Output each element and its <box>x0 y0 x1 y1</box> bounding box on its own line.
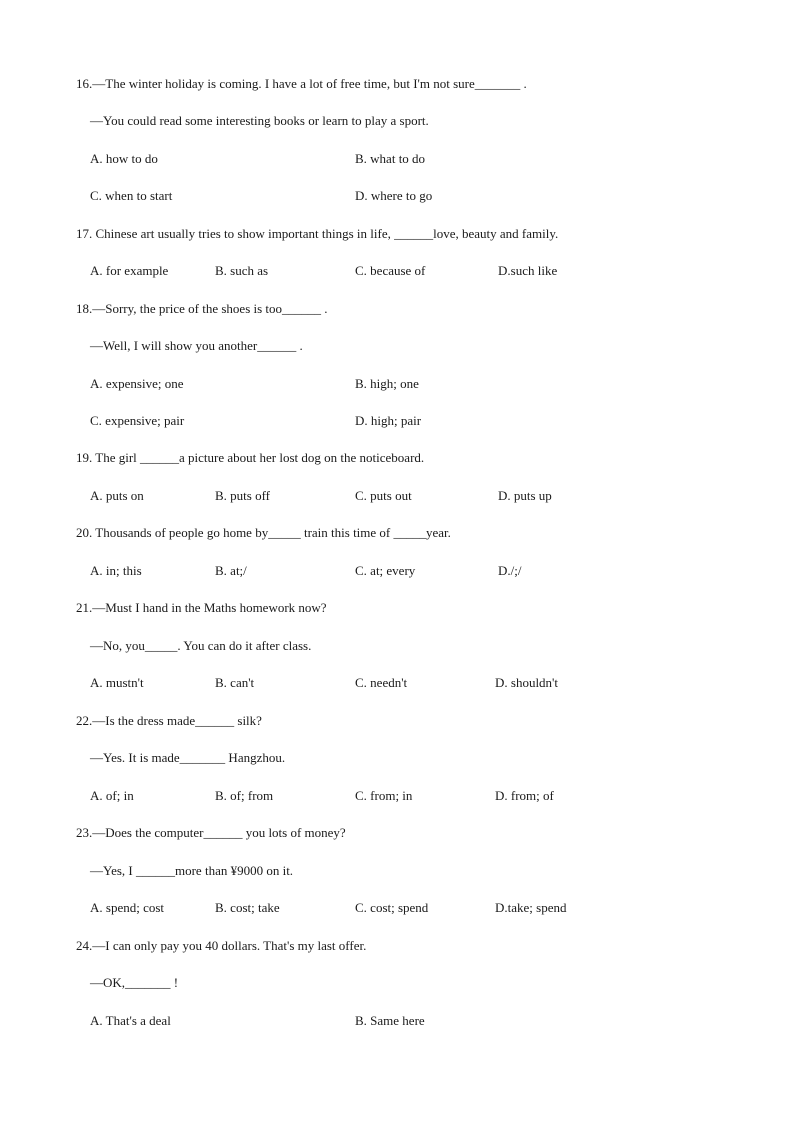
question-24-reply: —OK,_______ ! <box>90 975 179 990</box>
question-24-option-b: B. Same here <box>355 1013 425 1028</box>
question-19-option-d: D. puts up <box>498 488 552 503</box>
question-18-reply: —Well, I will show you another______ . <box>90 338 303 353</box>
question-23-option-a: A. spend; cost <box>90 900 165 915</box>
question-19-option-b: B. puts off <box>215 488 271 503</box>
question-17-option-b: B. such as <box>215 263 269 278</box>
question-18-option-d: D. high; pair <box>355 413 422 428</box>
question-18-option-b: B. high; one <box>355 376 419 391</box>
question-22-option-a: A. of; in <box>90 788 134 803</box>
question-22-stem: 22.—Is the dress made______ silk? <box>76 713 262 728</box>
question-16-option-c: C. when to start <box>90 188 173 203</box>
question-18-option-a: A. expensive; one <box>90 376 184 391</box>
question-16-reply: —You could read some interesting books or learn to play a sport. <box>90 113 429 128</box>
question-23-option-d: D.take; spend <box>495 900 567 915</box>
question-17-option-d: D.such like <box>498 263 558 278</box>
question-21-option-b: B. can't <box>215 675 255 690</box>
question-16-option-b: B. what to do <box>355 151 426 166</box>
question-23-option-c: C. cost; spend <box>355 900 429 915</box>
question-22-option-b: B. of; from <box>215 788 274 803</box>
question-17-option-c: C. because of <box>355 263 426 278</box>
question-22-option-d: D. from; of <box>495 788 554 803</box>
question-23-option-b: B. cost; take <box>215 900 280 915</box>
question-17-stem: 17. Chinese art usually tries to show important things in life, ______love, beauty and family. <box>76 226 559 241</box>
question-20-option-b: B. at;/ <box>215 563 247 578</box>
question-23-stem: 23.—Does the computer______ you lots of money? <box>76 825 346 840</box>
question-22-reply: —Yes. It is made_______ Hangzhou. <box>90 750 286 765</box>
question-21-stem: 21.—Must I hand in the Maths homework now? <box>76 600 327 615</box>
question-16-option-a: A. how to do <box>90 151 158 166</box>
question-20-option-c: C. at; every <box>355 563 416 578</box>
question-20-stem: 20. Thousands of people go home by_____ train this time of _____year. <box>76 525 451 540</box>
question-19-option-a: A. puts on <box>90 488 144 503</box>
question-21-reply: —No, you_____. You can do it after class. <box>90 638 312 653</box>
question-18-option-c: C. expensive; pair <box>90 413 185 428</box>
question-19-option-c: C. puts out <box>355 488 412 503</box>
question-24-stem: 24.—I can only pay you 40 dollars. That's my last offer. <box>76 938 367 953</box>
question-19-stem: 19. The girl ______a picture about her lost dog on the noticeboard. <box>76 450 425 465</box>
question-16-option-d: D. where to go <box>355 188 433 203</box>
question-22-option-c: C. from; in <box>355 788 413 803</box>
question-21-option-a: A. mustn't <box>90 675 144 690</box>
question-24-option-a: A. That's a deal <box>90 1013 171 1028</box>
question-17-option-a: A. for example <box>90 263 169 278</box>
question-21-option-c: C. needn't <box>355 675 408 690</box>
question-18-stem: 18.—Sorry, the price of the shoes is too______ . <box>76 301 328 316</box>
question-21-option-d: D. shouldn't <box>495 675 559 690</box>
question-23-reply: —Yes, I ______more than ¥9000 on it. <box>90 863 294 878</box>
question-20-option-a: A. in; this <box>90 563 142 578</box>
question-20-option-d: D./;/ <box>498 563 522 578</box>
question-16-stem: 16.—The winter holiday is coming. I have a lot of free time, but I'm not sure_______ . <box>76 76 527 91</box>
